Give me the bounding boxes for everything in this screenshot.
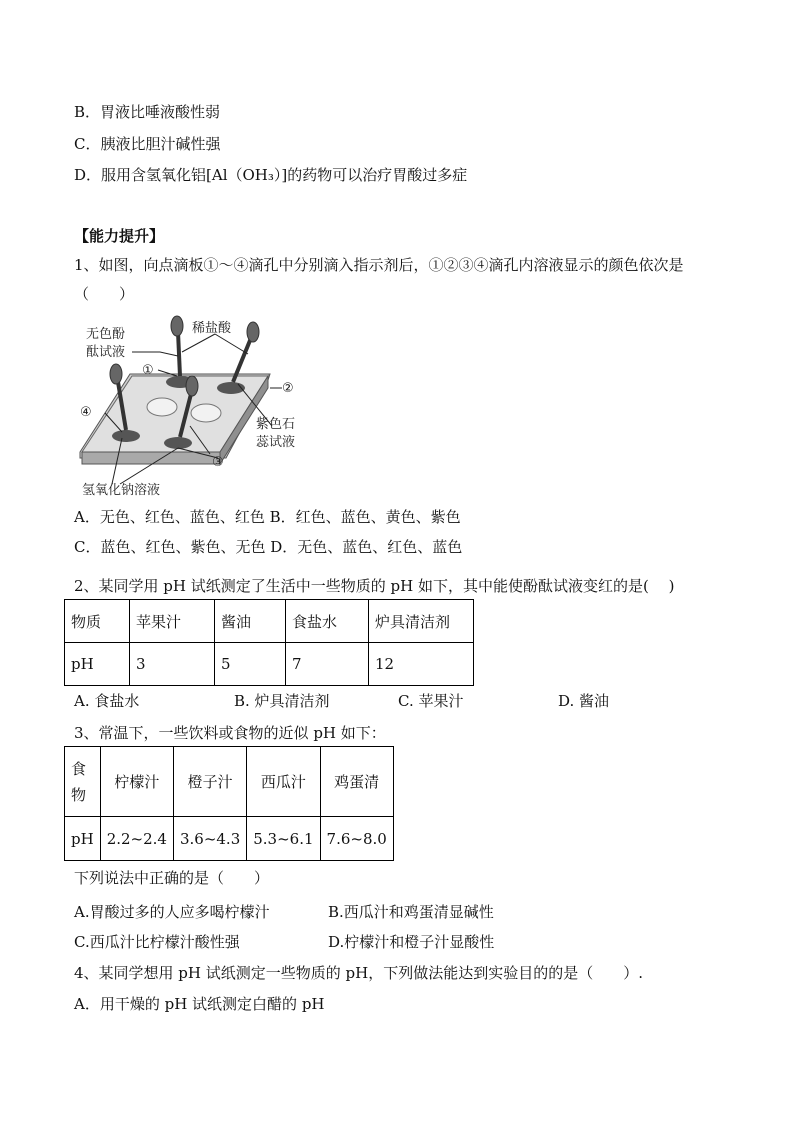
table-cell: 柠檬汁 (100, 747, 173, 817)
label-litmus-1: 紫色石 (256, 417, 296, 432)
question-2-option-d: D. 酱油 (558, 692, 610, 710)
ph-table-household (64, 599, 474, 686)
well-empty-a (147, 398, 177, 416)
question-3-option-c: C.西瓜汁比柠檬汁酸性强 (74, 933, 240, 951)
table-cell: 橙子汁 (173, 747, 246, 817)
section-heading: 【能力提升】 (74, 227, 165, 245)
question-3-text: 3、常温下，一些饮料或食物的近似 pH 如下： (74, 724, 386, 742)
table-header-food-1: 食 (71, 759, 87, 778)
question-3-prompt: 下列说法中正确的是（ ） (74, 869, 270, 887)
label-number-1: ① (142, 363, 154, 378)
label-number-3: ③ (212, 455, 224, 470)
table-cell: 3 (130, 643, 215, 686)
question-2-option-c: C. 苹果汁 (398, 692, 464, 710)
label-number-2: ② (282, 381, 294, 396)
well-empty-b (191, 404, 221, 422)
label-sodium-hydroxide: 氢氧化钠溶液 (82, 483, 161, 498)
table-cell: 食盐水 (286, 600, 369, 643)
question-3-option-b: B.西瓜汁和鸡蛋清显碱性 (328, 903, 494, 921)
label-phenolphthalein-2: 酞试液 (86, 345, 126, 360)
well-4 (112, 430, 140, 442)
table-row (65, 600, 474, 643)
table-row (65, 747, 394, 817)
question-2-option-b: B. 炉具清洁剂 (234, 692, 330, 710)
spot-plate-figure (70, 312, 310, 498)
table-cell: 5 (215, 643, 286, 686)
question-1-options-ab: A．无色、红色、蓝色、红色 B．红色、蓝色、黄色、紫色 (74, 508, 461, 526)
question-2-text: 2、某同学用 pH 试纸测定了生活中一些物质的 pH 如下，其中能使酚酞试液变红的是( ) (74, 577, 675, 595)
option-d-line: D．服用含氢氧化铝[Al（OH₃）]的药物可以治疗胃酸过多症 (74, 166, 468, 184)
table-cell: 苹果汁 (130, 600, 215, 643)
table-cell (65, 747, 101, 817)
option-c-line: C．胰液比胆汁碱性强 (74, 135, 221, 153)
table-cell: 鸡蛋清 (320, 747, 393, 817)
question-1-text: 1、如图，向点滴板①～④滴孔中分别滴入指示剂后，①②③④滴孔内溶液显示的颜色依次是 (74, 256, 684, 274)
well-3 (164, 437, 192, 449)
option-b-line: B．胃液比唾液酸性弱 (74, 103, 221, 121)
label-phenolphthalein-1: 无色酚 (86, 327, 126, 342)
table-cell: 12 (369, 643, 474, 686)
spot-plate-diagram (70, 312, 310, 498)
table-cell: pH (65, 817, 101, 861)
table-row (65, 643, 474, 686)
table-header-food-2: 物 (71, 785, 87, 804)
question-3-option-d: D.柠檬汁和橙子汁显酸性 (328, 933, 495, 951)
question-1-options-cd: C．蓝色、红色、紫色、无色 D．无色、蓝色、红色、蓝色 (74, 538, 463, 556)
ph-table-foods (64, 746, 394, 861)
label-litmus-2: 蕊试液 (256, 435, 296, 450)
table-cell: 5.3~6.1 (247, 817, 320, 861)
table-cell: 酱油 (215, 600, 286, 643)
question-4-option-a: A．用干燥的 pH 试纸测定白醋的 pH (74, 995, 325, 1013)
table-row (65, 817, 394, 861)
question-3-option-a: A.胃酸过多的人应多喝柠檬汁 (74, 903, 270, 921)
table-cell: 物质 (65, 600, 130, 643)
table-cell: 3.6~4.3 (173, 817, 246, 861)
label-number-4: ④ (80, 405, 92, 420)
table-cell: pH (65, 643, 130, 686)
label-hydrochloric-acid: 稀盐酸 (192, 321, 232, 336)
table-cell: 西瓜汁 (247, 747, 320, 817)
table-cell: 炉具清洁剂 (369, 600, 474, 643)
question-1-paren: （ ） (74, 285, 135, 303)
question-2-option-a: A. 食盐水 (74, 692, 140, 710)
table-cell: 7.6~8.0 (320, 817, 393, 861)
table-cell: 2.2~2.4 (100, 817, 173, 861)
question-4-text: 4、某同学想用 pH 试纸测定一些物质的 pH，下列做法能达到实验目的的是（ ）. (74, 964, 643, 982)
table-cell: 7 (286, 643, 369, 686)
